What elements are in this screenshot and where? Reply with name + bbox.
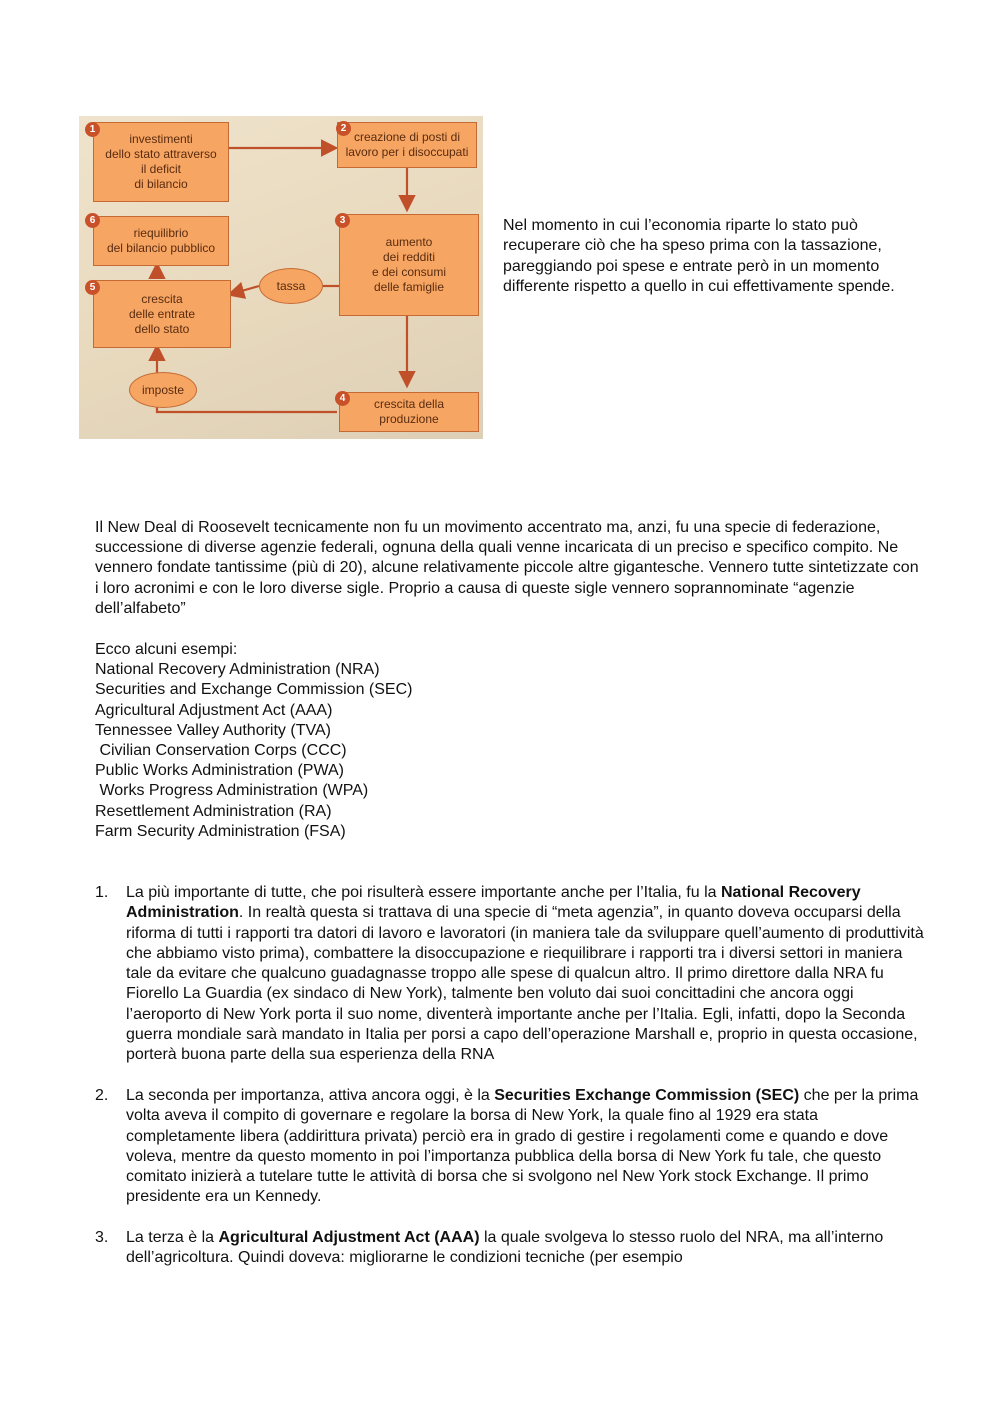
diagram-box-1: investimenti dello stato attraverso il deficit di bilancio <box>93 122 229 202</box>
example-item: Civilian Conservation Corps (CCC) <box>95 742 347 760</box>
list-marker: 3. <box>95 1229 109 1247</box>
new-deal-cycle-diagram <box>79 116 483 439</box>
diagram-number-3: 3 <box>335 213 350 228</box>
list-marker: 1. <box>95 884 109 901</box>
example-item: Works Progress Administration (WPA) <box>95 782 369 800</box>
diagram-oval-imposte: imposte <box>129 372 197 408</box>
examples-heading: Ecco alcuni esempi: <box>95 641 238 658</box>
diagram-number-1: 1 <box>85 122 100 137</box>
diagram-number-2: 2 <box>336 121 351 136</box>
intro-paragraph: Il New Deal di Roosevelt tecnicamente non fu un movimento accentrato ma, anzi, fu una specie di federazione, successione di diverse agenzie federali, ognuna della quali venne incaricata di un preciso e specifico compito. Ne vennero fondate tantissime (più di 20), alcune relativamente piccole altre gigantesche. Vennero tutte sintetizzate con i loro acronimi e con le loro diverse sigle. Proprio a causa di queste sigle vennero soprannominate “agenzie dell’alfabeto” <box>95 519 919 617</box>
diagram-box-5: crescita delle entrate dello stato <box>93 280 231 348</box>
example-item: Farm Security Administration (FSA) <box>95 822 346 840</box>
example-item: National Recovery Administration (NRA) <box>95 661 380 679</box>
list-text-bold: National Recovery Administration <box>126 884 861 922</box>
diagram-side-note: Nel momento in cui l’economia riparte lo stato può recuperare ciò che ha speso prima con la tassazione, pareggiando poi spese e entrate però in un momento differente rispetto a quello in cui effettivamente spende. <box>503 217 895 295</box>
list-text-before: La seconda per importanza, attiva ancora oggi, è la <box>126 1086 495 1104</box>
list-text-bold: Agricultural Adjustment Act (AAA) <box>218 1229 480 1247</box>
list-text-after: la quale svolgeva lo stesso ruolo del NRA, ma all’interno dell’agricoltura. Quindi doveva: migliorarne le condizioni tecniche (per esempio <box>126 1229 884 1267</box>
list-text-before: La terza è la <box>126 1229 219 1247</box>
example-item: Securities and Exchange Commission (SEC) <box>95 681 413 699</box>
diagram-box-6: riequilibrio del bilancio pubblico <box>93 216 229 266</box>
example-item: Resettlement Administration (RA) <box>95 802 332 820</box>
list-marker: 2. <box>95 1086 109 1104</box>
list-item-2 <box>95 1086 925 1208</box>
list-text-after: che per la prima volta aveva il compito di governare e regolare la borsa di New York, la quale fino al 1929 era stata completamente libera (addirittura privata) perciò era in grado di gestire i regolamenti come e quando e dove voleva, mentre da questo momento in poi l’importanza pubblica della borsa di New York fu tale, che questo comitato inizierà a tutelare tutte le attività di borsa che si svolgono nel New York stock Exchange. Il primo presidente era un Kennedy. <box>126 1086 919 1206</box>
diagram-box-2: creazione di posti di lavoro per i disoccupati <box>337 122 477 168</box>
example-item: Public Works Administration (PWA) <box>95 762 344 780</box>
list-text-bold: Securities Exchange Commission (SEC) <box>494 1086 800 1104</box>
diagram-box-4: crescita della produzione <box>339 392 479 432</box>
list-item-3 <box>95 1228 925 1269</box>
list-text-after: . In realtà questa si trattava di una specie di “meta agenzia”, in quanto doveva occuparsi della riforma di tutti i rapporti tra datori di lavoro e lavoratori (in maniera tale da sviluppare quell’aumento di produttività che abbiamo visto prima), combattere la disoccupazione e riequilibrare i rapporti tra i diversi settori in maniera tale da evitare che qualcuno guadagnasse troppo alle spese di qualcun altro. Il primo direttore dalla NRA fu Fiorello La Guardia (ex sindaco di New York), talmente ben voluto dai suoi concittadini che ancora oggi l’aeroporto di New York porta il suo nome, diventerà importante anche per l’Italia. Egli, infatti, dopo la Seconda guerra mondiale sarà mandato in Italia per porsi a capo dell’operazione Marshall e, proprio in questa occasione, porterà buona parte della sua esperienza della RNA <box>126 904 924 1064</box>
diagram-number-6: 6 <box>85 213 100 228</box>
examples-list <box>95 640 695 842</box>
example-item: Agricultural Adjustment Act (AAA) <box>95 701 333 719</box>
diagram-oval-tassa: tassa <box>259 268 323 304</box>
diagram-number-5: 5 <box>85 280 100 295</box>
diagram-number-4: 4 <box>335 391 350 406</box>
arrow-tassa-5 <box>231 286 259 294</box>
diagram-box-3: aumento dei redditi e dei consumi delle famiglie <box>339 214 479 316</box>
list-item-1 <box>95 883 925 1066</box>
list-text-before: La più importante di tutte, che poi risulterà essere importante anche per l’Italia, fu la <box>126 884 721 901</box>
example-item: Tennessee Valley Authority (TVA) <box>95 721 331 739</box>
agencies-numbered-list <box>95 883 925 1289</box>
